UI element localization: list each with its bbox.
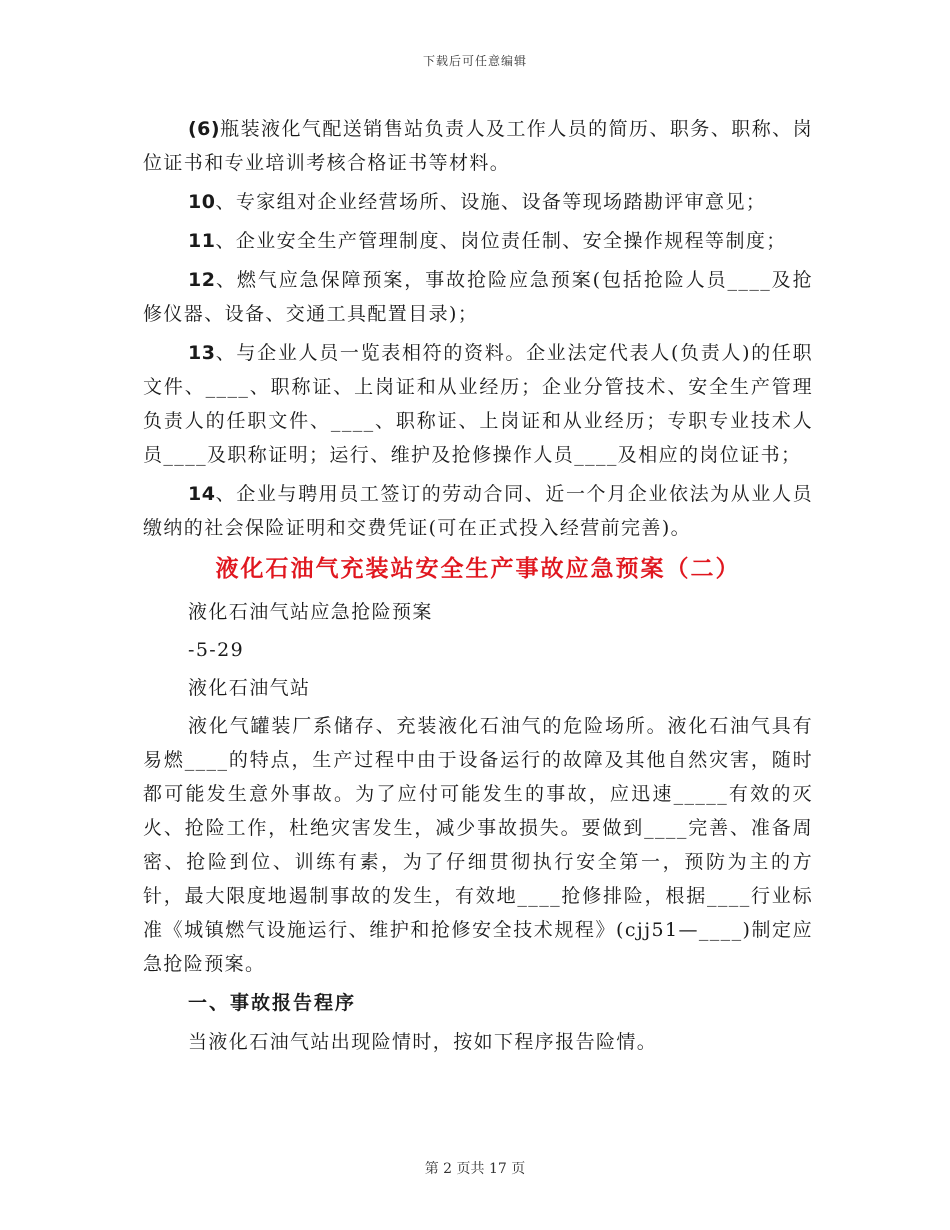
item-text: 、燃气应急保障预案，事故抢险应急预案(包括抢险人员____及抢修仪器、设备、交通工具配置目录)；	[143, 269, 813, 325]
doc-date: -5-29	[188, 639, 245, 661]
item-number: (6)	[188, 118, 221, 140]
list-item-13	[143, 336, 813, 472]
item-number: 13	[188, 342, 216, 364]
item-text: 瓶装液化气配送销售站负责人及工作人员的简历、职务、职称、岗位证书和专业培训考核合格证书等材料。	[143, 118, 813, 174]
document-body	[143, 112, 813, 1063]
item-text: 、专家组对企业经营场所、设施、设备等现场踏勘评审意见；	[215, 191, 767, 213]
item-number: 11	[188, 230, 216, 252]
item-text: 、企业安全生产管理制度、岗位责任制、安全操作规程等制度；	[215, 230, 787, 252]
list-item-11	[143, 224, 813, 258]
item-number: 10	[188, 191, 216, 213]
intro-paragraph: 液化气罐装厂系储存、充装液化石油气的危险场所。液化石油气具有易燃____的特点，生产过程中由于设备运行的故障及其他自然灾害，随时都可能发生意外事故。为了应付可能发生的事故，应迅速_____有效的灭火、抢险工作，杜绝灾害发生，减少事故损失。要做到____完善、准备周密、抢险到位、训练有素，为了仔细贯彻执行安全第一，预防为主的方针，最大限度地遏制事故的发生，有效地____抢修排险，根据____行业标准《城镇燃气设施运行、维护和抢修安全技术规程》(cjj51—____)制定应急抢险预案。	[143, 715, 813, 975]
list-item-12	[143, 263, 813, 331]
doc-name: 液化石油气站应急抢险预案	[188, 601, 433, 623]
doc-org: 液化石油气站	[188, 677, 311, 699]
section-title: 液化石油气充装站安全生产事故应急预案（二）	[215, 555, 741, 582]
page-footer: 第 2 页共 17 页	[424, 1161, 526, 1177]
list-item-6	[143, 112, 813, 180]
item-text: 、企业与聘用员工签订的劳动合同、近一个月企业依法为从业人员缴纳的社会保险证明和交费凭证(可在正式投入经营前完善)。	[143, 483, 813, 539]
list-item-14	[143, 477, 813, 545]
report-line: 当液化石油气站出现险情时，按如下程序报告险情。	[188, 1031, 658, 1053]
page-header: 下载后可任意编辑	[422, 54, 527, 68]
section-heading: 一、事故报告程序	[188, 992, 357, 1014]
item-text: 、与企业人员一览表相符的资料。企业法定代表人(负责人)的任职文件、____、职称证、上岗证和从业经历；企业分管技术、安全生产管理负责人的任职文件、____、职称证、上岗证和从业经历；专职专业技术人员____及职称证明；运行、维护及抢修操作人员____及相应的岗位证书；	[143, 342, 813, 466]
item-number: 14	[188, 483, 216, 505]
item-number: 12	[188, 269, 216, 291]
list-item-10	[143, 185, 813, 219]
